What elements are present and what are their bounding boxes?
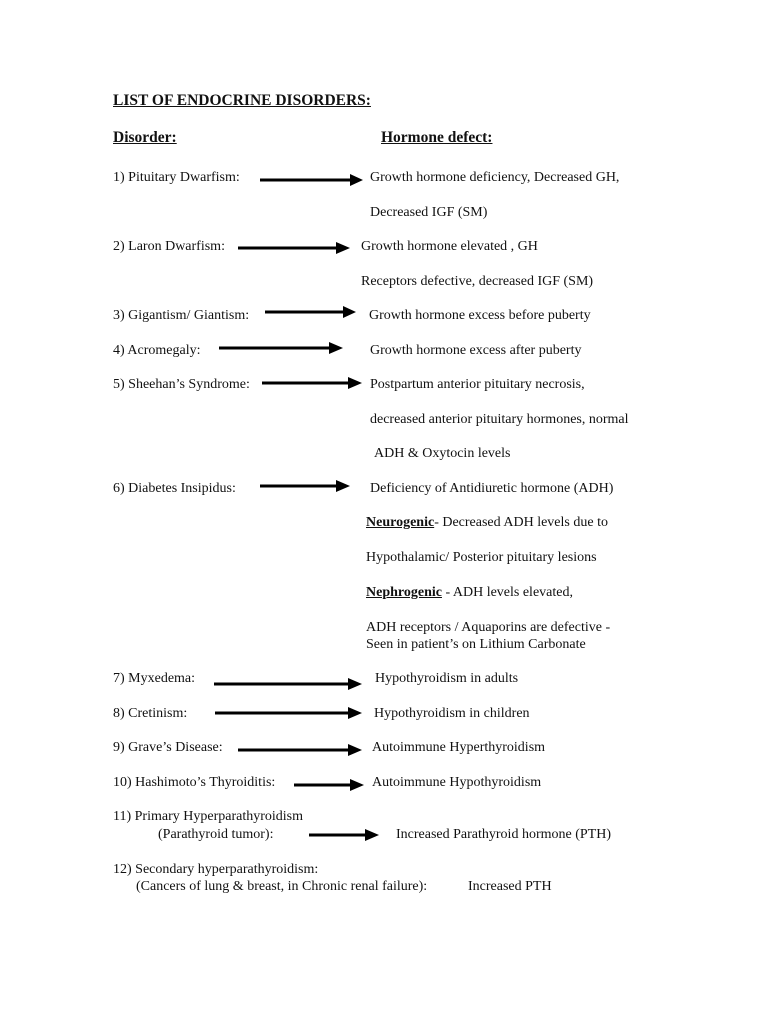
defect-text: Autoimmune Hypothyroidism [372, 775, 542, 790]
defect-text: Growth hormone deficiency, Decreased GH, [370, 170, 620, 185]
nephrogenic-text: ADH receptors / Aquaporins are defective - [366, 620, 611, 635]
defect-text: Deficiency of Antidiuretic hormone (ADH) [370, 481, 614, 496]
defect-text: Receptors defective, decreased IGF (SM) [361, 274, 594, 289]
column-header-disorder: Disorder: [113, 129, 177, 146]
arrow-icon [219, 341, 345, 355]
disorder-label: 8) Cretinism: [113, 706, 188, 721]
defect-text: Postpartum anterior pituitary necrosis, [370, 377, 585, 392]
disorder-note: (Cancers of lung & breast, in Chronic renal failure): [136, 879, 428, 894]
nephrogenic-text: - ADH levels elevated, [441, 585, 573, 600]
neurogenic-text: Hypothalamic/ Posterior pituitary lesions [366, 550, 597, 565]
defect-text: ADH & Oxytocin levels [374, 446, 511, 461]
defect-text: Increased PTH [468, 879, 552, 894]
disorder-label: 5) Sheehan’s Syndrome: [113, 377, 250, 392]
arrow-icon [294, 778, 366, 792]
neurogenic-line [366, 515, 608, 531]
page-title: LIST OF ENDOCRINE DISORDERS: [113, 92, 371, 109]
arrow-icon [309, 828, 381, 842]
defect-text: Growth hormone elevated , GH [361, 239, 538, 254]
neurogenic-label: Neurogenic [366, 515, 435, 530]
arrow-icon [265, 305, 357, 319]
disorder-label: 9) Grave’s Disease: [113, 740, 223, 755]
disorder-label: 11) Primary Hyperparathyroidism [113, 809, 303, 824]
neurogenic-text: - Decreased ADH levels due to [434, 515, 608, 530]
disorder-label: 12) Secondary hyperparathyroidism: [113, 862, 319, 877]
defect-text: Hypothyroidism in children [374, 706, 530, 721]
disorder-note: (Parathyroid tumor): [158, 827, 274, 842]
defect-text: Growth hormone excess before puberty [369, 308, 591, 323]
arrow-icon [262, 376, 363, 390]
disorder-label: 7) Myxedema: [113, 671, 196, 686]
nephrogenic-line [366, 585, 573, 601]
disorder-label: 4) Acromegaly: [113, 343, 201, 358]
column-header-hormone-defect: Hormone defect: [381, 129, 493, 146]
defect-text: Decreased IGF (SM) [370, 205, 488, 220]
defect-text: Autoimmune Hyperthyroidism [372, 740, 546, 755]
disorder-label: 6) Diabetes Insipidus: [113, 481, 236, 496]
defect-text: Hypothyroidism in adults [375, 671, 519, 686]
arrow-icon [260, 173, 364, 187]
arrow-icon [214, 677, 364, 691]
arrow-icon [260, 479, 352, 493]
nephrogenic-label: Nephrogenic [366, 585, 442, 600]
defect-text: Growth hormone excess after puberty [370, 343, 582, 358]
nephrogenic-text: Seen in patient’s on Lithium Carbonate [366, 637, 586, 652]
defect-text: Increased Parathyroid hormone (PTH) [396, 827, 611, 842]
defect-text: decreased anterior pituitary hormones, normal [370, 412, 629, 427]
arrow-icon [238, 241, 352, 255]
disorder-label: 3) Gigantism/ Giantism: [113, 308, 250, 323]
disorder-label: 2) Laron Dwarfism: [113, 239, 225, 254]
arrow-icon [238, 743, 364, 757]
disorder-label: 1) Pituitary Dwarfism: [113, 170, 240, 185]
disorder-label: 10) Hashimoto’s Thyroiditis: [113, 775, 276, 790]
arrow-icon [215, 706, 364, 720]
